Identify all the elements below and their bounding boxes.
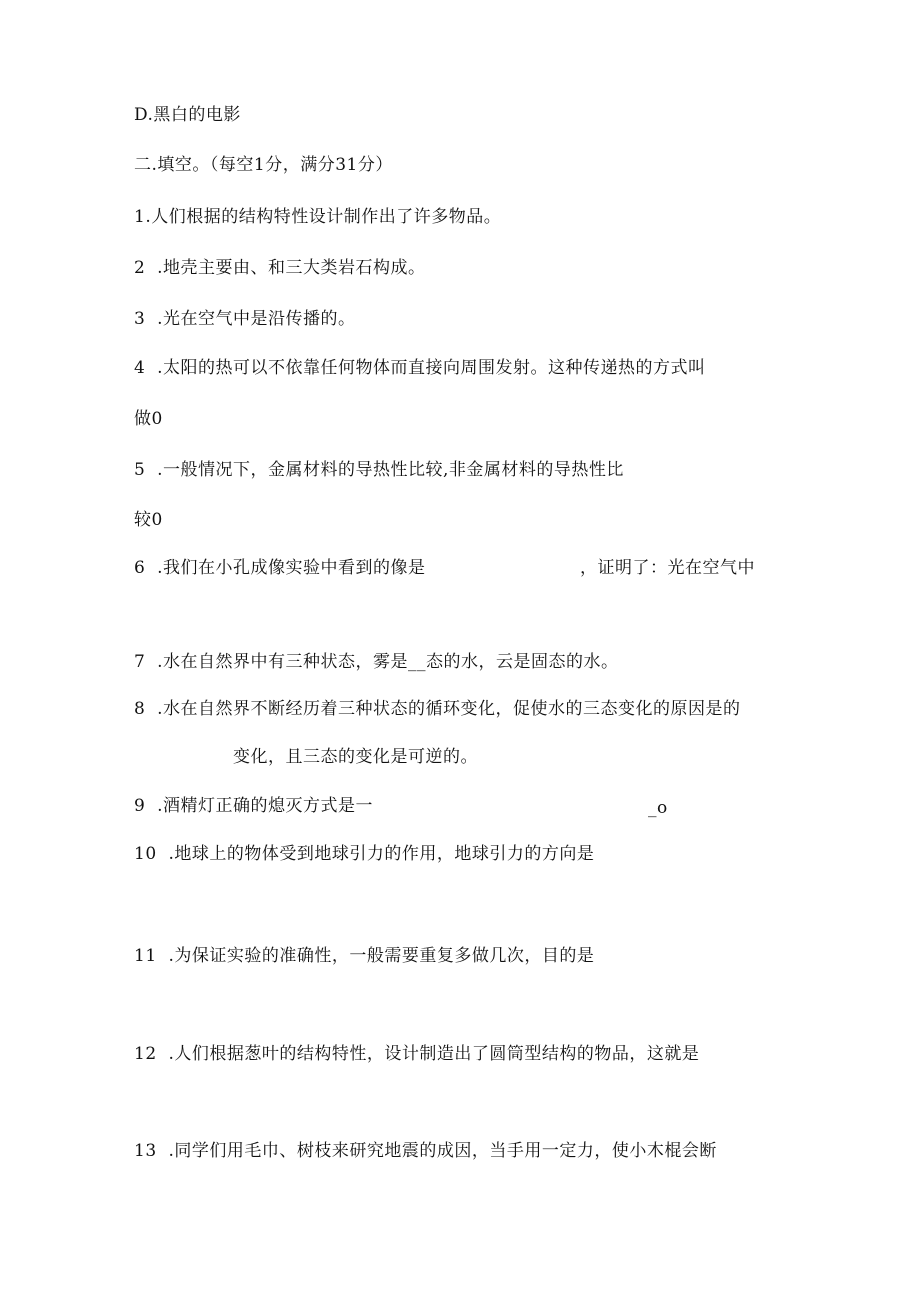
- question-4: 4 .太阳的热可以不依靠任何物体而直接向周围发射。这种传递热的方式叫: [134, 358, 706, 378]
- question-12: 12 .人们根据葱叶的结构特性，设计制造出了圆筒型结构的物品，这就是: [134, 1044, 700, 1064]
- question-6-part-b: ，证明了：光在空气中: [580, 558, 755, 578]
- question-7: 7 .水在自然界中有三种状态，雾是__态的水，云是固态的水。: [134, 652, 619, 672]
- question-6-part-a: 6 .我们在小孔成像实验中看到的像是: [134, 558, 426, 578]
- question-11: 11 .为保证实验的准确性，一般需要重复多做几次，目的是: [134, 946, 595, 966]
- question-13: 13 .同学们用毛巾、树枝来研究地震的成因，当手用一定力，使小木棍会断: [134, 1141, 717, 1161]
- question-2: 2 .地壳主要由、和三大类岩石构成。: [134, 258, 426, 278]
- question-9-part-a: 9 .酒精灯正确的熄灭方式是一: [134, 796, 374, 816]
- question-3: 3 .光在空气中是沿传播的。: [134, 309, 356, 329]
- question-10: 10 .地球上的物体受到地球引力的作用，地球引力的方向是: [134, 844, 595, 864]
- question-8-continued: 变化，且三态的变化是可逆的。: [233, 747, 478, 767]
- question-8: 8 .水在自然界不断经历着三种状态的循环变化，促使水的三态变化的原因是的: [134, 699, 741, 719]
- question-1: 1.人们根据的结构特性设计制作出了许多物品。: [134, 207, 502, 227]
- question-9-part-b: _o: [648, 798, 668, 818]
- question-5-continued: 较0: [134, 510, 163, 530]
- question-5: 5 .一般情况下，金属材料的导热性比较,非金属材料的导热性比: [134, 460, 624, 480]
- option-d: D.黑白的电影: [134, 105, 241, 125]
- question-4-continued: 做0: [134, 409, 163, 429]
- section-title: 二.填空。（每空1分，满分31分）: [134, 155, 393, 175]
